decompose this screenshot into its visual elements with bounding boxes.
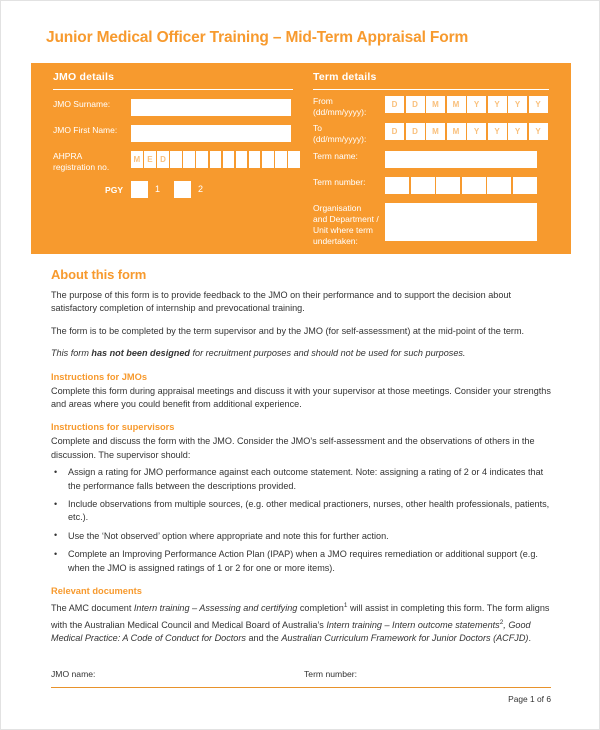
jmo-surname-row [53, 99, 291, 116]
ahpra-label [53, 151, 131, 173]
about-heading: About this form [51, 267, 147, 282]
ahpra-box-6[interactable] [196, 151, 208, 168]
jmo-first-name-row [53, 125, 291, 142]
term-number-box-5[interactable] [487, 177, 511, 194]
about-para3-bold: has not been designed [91, 348, 190, 359]
instructions-supervisors-list [51, 466, 553, 575]
term-to-box-2[interactable]: D [406, 123, 425, 140]
term-number-row [313, 177, 537, 194]
rd-seg3: completion [297, 603, 344, 614]
about-paragraph-2: The form is to be completed by the term supervisor and by the JMO (for self-assessment) at the mid-point of the term. [51, 325, 525, 336]
rd-footnote-1: 1 [343, 602, 348, 610]
relevant-documents-text [51, 599, 553, 645]
supervisor-bullet-item: • Complete an Improving Performance Action Plan (IPAP) when a JMO requires remediation or additional support (e.g. when the JMO is assigned ratings of 1 or 2 for one or more items). [51, 548, 553, 575]
ahpra-row [53, 151, 300, 173]
term-name-label: Term name: [313, 151, 358, 161]
term-to-label [313, 123, 385, 145]
supervisor-bullet-item: • Assign a rating for JMO performance against each outcome statement. Note: assigning a rating of 2 or 4 indicates that the performance falls between the descriptions provided. [51, 466, 553, 493]
footer-term-number-label: Term number: [304, 669, 358, 679]
term-to-label-line2: (dd/mm/yyyy): [313, 134, 367, 144]
term-to-box-4[interactable]: M [447, 123, 466, 140]
about-paragraph-3 [51, 347, 553, 360]
organisation-input[interactable] [385, 203, 537, 241]
term-number-box-2[interactable] [411, 177, 435, 194]
organisation-label-line1: Organisation [313, 203, 362, 213]
term-from-box-3[interactable]: M [426, 96, 445, 113]
ahpra-box-7[interactable] [210, 151, 222, 168]
pgy-option-label-2: 2 [198, 184, 204, 194]
term-to-row [313, 123, 548, 145]
supervisor-bullet-item: • Include observations from multiple sources, (e.g. other medical practioners, nurses, other health professionals, patients, etc.). [51, 498, 553, 525]
rd-seg7: and the [245, 632, 282, 643]
ahpra-box-3[interactable]: D [157, 151, 169, 168]
pgy-row [53, 181, 217, 198]
term-to-box-6[interactable]: Y [488, 123, 507, 140]
rd-seg1: The AMC document [51, 603, 134, 614]
term-number-box-6[interactable] [513, 177, 537, 194]
term-from-label-line1: From [313, 96, 333, 106]
term-from-row [313, 96, 548, 118]
ahpra-box-4[interactable] [170, 151, 182, 168]
pgy-label: PGY [105, 184, 123, 195]
page-title: Junior Medical Officer Training – Mid-Term Appraisal Form [46, 29, 469, 46]
details-band [31, 63, 571, 254]
instructions-supervisors-heading: Instructions for supervisors [51, 422, 175, 433]
pgy-checkbox-1[interactable] [131, 181, 148, 198]
organisation-label-line2: and Department / [313, 214, 379, 224]
organisation-label-line4: undertaken: [313, 236, 358, 246]
page-number: Page 1 of 6 [508, 694, 551, 704]
term-details-heading: Term details [313, 71, 377, 83]
term-from-box-2[interactable]: D [406, 96, 425, 113]
term-from-date-boxes[interactable] [385, 96, 548, 113]
ahpra-box-12[interactable] [275, 151, 287, 168]
about-para3-pre: This form [51, 348, 92, 359]
term-details-rule [313, 89, 549, 90]
term-from-box-1[interactable]: D [385, 96, 404, 113]
term-number-label: Term number: [313, 177, 366, 187]
term-to-label-line1: To [313, 123, 322, 133]
ahpra-label-line1: AHPRA [53, 151, 83, 161]
term-to-box-3[interactable]: M [426, 123, 445, 140]
jmo-first-name-label: JMO First Name: [53, 125, 118, 135]
instructions-jmo-text: Complete this form during appraisal meetings and discuss it with your supervisor at those meetings. Consider your strengths and areas where you could benefit from additional experience. [51, 385, 551, 410]
term-number-box-4[interactable] [462, 177, 486, 194]
rd-seg8: Australian Curriculum Framework for Junior Doctors (ACFJD) [281, 632, 529, 643]
rd-seg5: Intern training – Intern outcome statements [326, 619, 500, 630]
relevant-documents-heading: Relevant documents [51, 586, 142, 597]
rd-seg9: . [528, 632, 531, 643]
term-from-box-4[interactable]: M [447, 96, 466, 113]
organisation-row [313, 203, 537, 247]
instructions-jmo-heading: Instructions for JMOs [51, 371, 148, 382]
term-to-box-8[interactable]: Y [529, 123, 548, 140]
rd-seg2: Intern training – Assessing and certifying [133, 603, 298, 614]
rd-footnote-2: 2 [499, 618, 504, 626]
footer-jmo-name-label: JMO name: [51, 669, 96, 679]
ahpra-box-10[interactable] [249, 151, 261, 168]
pgy-option-label-1: 1 [155, 184, 161, 194]
document-body [51, 267, 553, 654]
ahpra-box-5[interactable] [183, 151, 195, 168]
jmo-details-rule [53, 89, 293, 90]
term-number-box-3[interactable] [436, 177, 460, 194]
term-from-box-7[interactable]: Y [508, 96, 527, 113]
ahpra-box-11[interactable] [262, 151, 274, 168]
jmo-surname-input[interactable] [131, 99, 291, 116]
footer-fields-row [51, 669, 551, 685]
page-footer [51, 669, 551, 704]
term-from-box-6[interactable]: Y [488, 96, 507, 113]
organisation-label [313, 203, 385, 247]
term-name-row [313, 151, 537, 168]
jmo-first-name-input[interactable] [131, 125, 291, 142]
rd-seg6: , Good Medical Practice: A Code of Conduct for Doctors [51, 619, 531, 643]
rd-seg4: will assist in completing this form. The form aligns with the Australian Medical Council and Medical Board of Australia’s [51, 603, 550, 630]
term-from-label [313, 96, 385, 118]
jmo-details-heading: JMO details [53, 71, 115, 83]
instructions-supervisors-intro: Complete and discuss the form with the JMO. Consider the JMO’s self-assessment and the observations of others in the discussion. The supervisor should: [51, 436, 535, 460]
term-to-box-1[interactable]: D [385, 123, 404, 140]
term-to-date-boxes[interactable] [385, 123, 548, 140]
ahpra-box-13[interactable] [288, 151, 300, 168]
term-number-box-1[interactable] [385, 177, 409, 194]
term-name-input[interactable] [385, 151, 537, 168]
term-from-box-5[interactable]: Y [467, 96, 486, 113]
term-to-box-5[interactable]: Y [467, 123, 486, 140]
ahpra-input-boxes[interactable] [131, 151, 300, 168]
footer-divider [51, 687, 551, 688]
pgy-checkbox-2[interactable] [174, 181, 191, 198]
ahpra-label-line2: registration no. [53, 162, 110, 172]
ahpra-box-9[interactable] [236, 151, 248, 168]
supervisor-bullet-item: • Use the ‘Not observed’ option where appropriate and note this for further action. [51, 530, 553, 543]
ahpra-box-8[interactable] [223, 151, 235, 168]
ahpra-box-2[interactable]: E [144, 151, 156, 168]
about-para3-post: for recruitment purposes and should not be used for such purposes. [189, 348, 466, 359]
about-paragraph-1: The purpose of this form is to provide feedback to the JMO on their performance and to support the decision about satisfactory completion of internship and prevocational training. [51, 290, 511, 314]
term-number-boxes[interactable] [385, 177, 537, 194]
term-to-box-7[interactable]: Y [508, 123, 527, 140]
ahpra-box-1[interactable]: M [131, 151, 143, 168]
term-from-label-line2: (dd/mm/yyyy): [313, 107, 367, 117]
jmo-surname-label: JMO Surname: [53, 99, 111, 109]
organisation-label-line3: Unit where term [313, 225, 373, 235]
term-from-box-8[interactable]: Y [529, 96, 548, 113]
